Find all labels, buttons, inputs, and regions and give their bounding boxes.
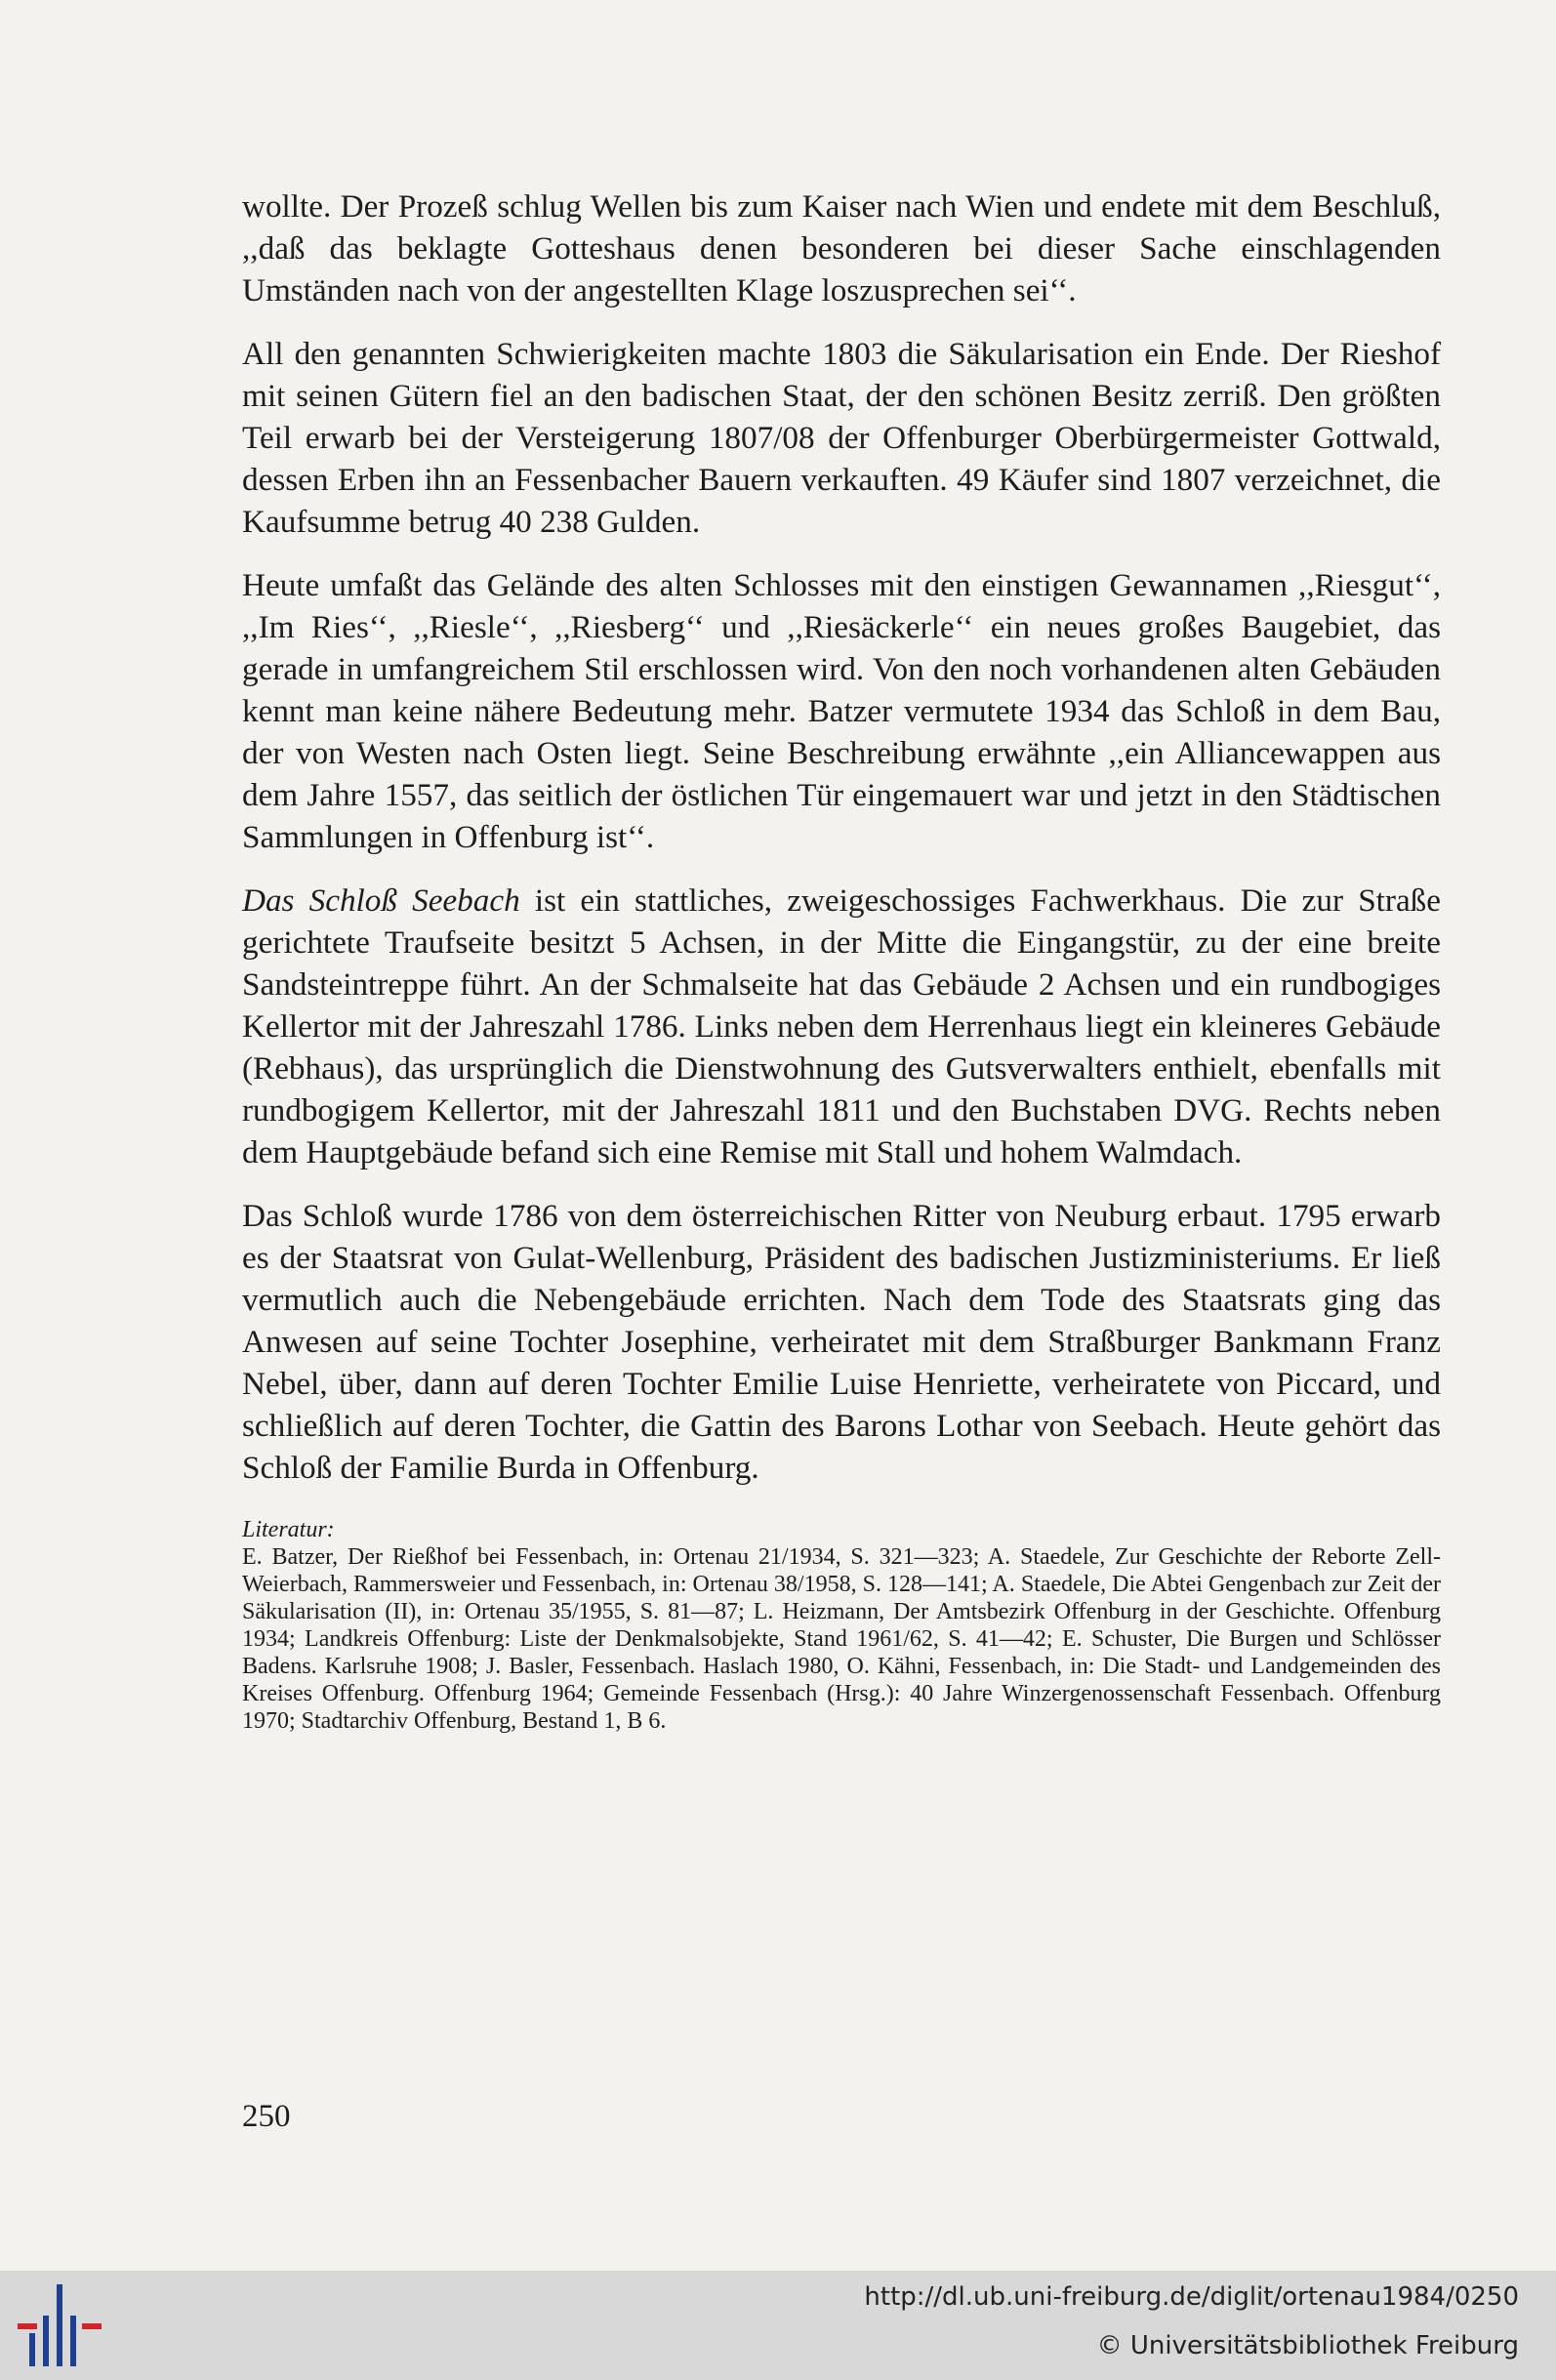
paragraph-1: wollte. Der Prozeß schlug Wellen bis zum Kaiser nach Wien und endete mit dem Beschluß, ,,daß das beklagte Gotteshaus denen besonderen bei dieser Sache einschlagenden Umständen nach von der angestellten Klage loszusprechen sei‘‘. <box>242 188 1441 308</box>
literature-heading: Literatur: <box>242 1517 335 1542</box>
footer-copyright: © Universitätsbibliothek Freiburg <box>1096 2331 1519 2360</box>
paragraph-2: All den genannten Schwierigkeiten machte 1803 die Säkularisation ein Ende. Der Rieshof mit seinen Gütern fiel an den badischen Staat, der den schönen Besitz zerriß. Den größten Teil erwarb bei der Versteigerung 1807/08 der Offenburger Oberbürgermeister Gottwald, dessen Erben ihn an Fessenbacher Bauern verkauften. 49 Käufer sind 1807 verzeichnet, die Kaufsumme betrug 40 238 Gulden. <box>242 336 1441 540</box>
ub-freiburg-logo-icon <box>18 2284 102 2366</box>
literature-text: E. Batzer, Der Rießhof bei Fessenbach, in: Ortenau 21/1934, S. 321—323; A. Staedele, Zur Geschichte der Reborte Zell-Weierbach, Rammersweier und Fessenbach, in: Ortenau 38/1958, S. 128—141; A. Staedele, Die Abtei Gengenbach zur Zeit der Säkularisation (II), in: Ortenau 35/1955, S. 81—87; L. Heizmann, Der Amtsbezirk Offenburg in der Geschichte. Offenburg 1934; Landkreis Offenburg: Liste der Denkmalsobjekte, Stand 1961/62, S. 41—42; E. Schuster, Die Burgen und Schlösser Badens. Karlsruhe 1908; J. Basler, Fessenbach. Haslach 1980, O. Kähni, Fessenbach, in: Die Stadt- und Landgemeinden des Kreises Offenburg. Offenburg 1964; Gemeinde Fessenbach (Hrsg.): 40 Jahre Winzergenossenschaft Fessenbach. Offenburg 1970; Stadtarchiv Offenburg, Bestand 1, B 6. <box>242 1544 1441 1734</box>
paragraph-last: Das Schloß wurde 1786 von dem österreichischen Ritter von Neuburg erbaut. 1795 erwarb es der Staatsrat von Gulat-Wellenburg, Präsident des badischen Justizministeriums. Er ließ vermutlich auch die Nebengebäude errichten. Nach dem Tode des Staatsrats ging das Anwesen auf seine Tochter Josephine, verheiratet mit dem Straßburger Bankmann Franz Nebel, über, dann auf deren Tochter Emilie Luise Henriette, verheiratete von Piccard, und schließlich auf deren Tochter, die Gattin des Barons Lothar von Seebach. Heute gehört das Schloß der Familie Burda in Offenburg. <box>242 1198 1441 1486</box>
seebach-italic-lead: Das Schloß Seebach <box>242 882 520 919</box>
footer-url-link[interactable]: http://dl.ub.uni-freiburg.de/diglit/ortenau1984/0250 <box>864 2282 1519 2312</box>
text-column <box>242 185 1441 1735</box>
paragraph-3: Heute umfaßt das Gelände des alten Schlosses mit den einstigen Gewannamen ,,Riesgut‘‘, ,,Im Ries‘‘, ,,Riesle‘‘, ,,Riesberg‘‘ und ,,Riesäckerle‘‘ ein neues großes Baugebiet, das gerade in umfangreichem Stil erschlossen wird. Von den noch vorhandenen alten Gebäuden kennt man keine nähere Bedeutung mehr. Batzer vermutete 1934 das Schloß in dem Bau, der von Westen nach Osten liegt. Seine Beschreibung erwähnte ,,ein Alliancewappen aus dem Jahre 1557, das seitlich der östlichen Tür eingemauert war und jetzt in den Städtischen Sammlungen in Offenburg ist‘‘. <box>242 567 1441 855</box>
footer-bar <box>0 2271 1556 2380</box>
literature-section <box>242 1516 1441 1735</box>
paragraph-seebach <box>242 880 1441 1173</box>
seebach-text: ist ein stattliches, zweigeschossiges Fachwerkhaus. Die zur Straße gerichtete Traufseite besitzt 5 Achsen, in der Mitte die Eingangstür, zu der eine breite Sandsteintreppe führt. An der Schmalseite hat das Gebäude 2 Achsen und ein rundbogiges Kellertor mit der Jahreszahl 1786. Links neben dem Herrenhaus liegt ein kleineres Gebäude (Rebhaus), das ursprünglich die Dienstwohnung des Gutsverwalters enthielt, ebenfalls mit rundbogigem Kellertor, mit der Jahreszahl 1811 und den Buchstaben DVG. Rechts neben dem Hauptgebäude befand sich eine Remise mit Stall und hohem Walmdach. <box>242 882 1441 1170</box>
page-number: 250 <box>242 2099 291 2134</box>
